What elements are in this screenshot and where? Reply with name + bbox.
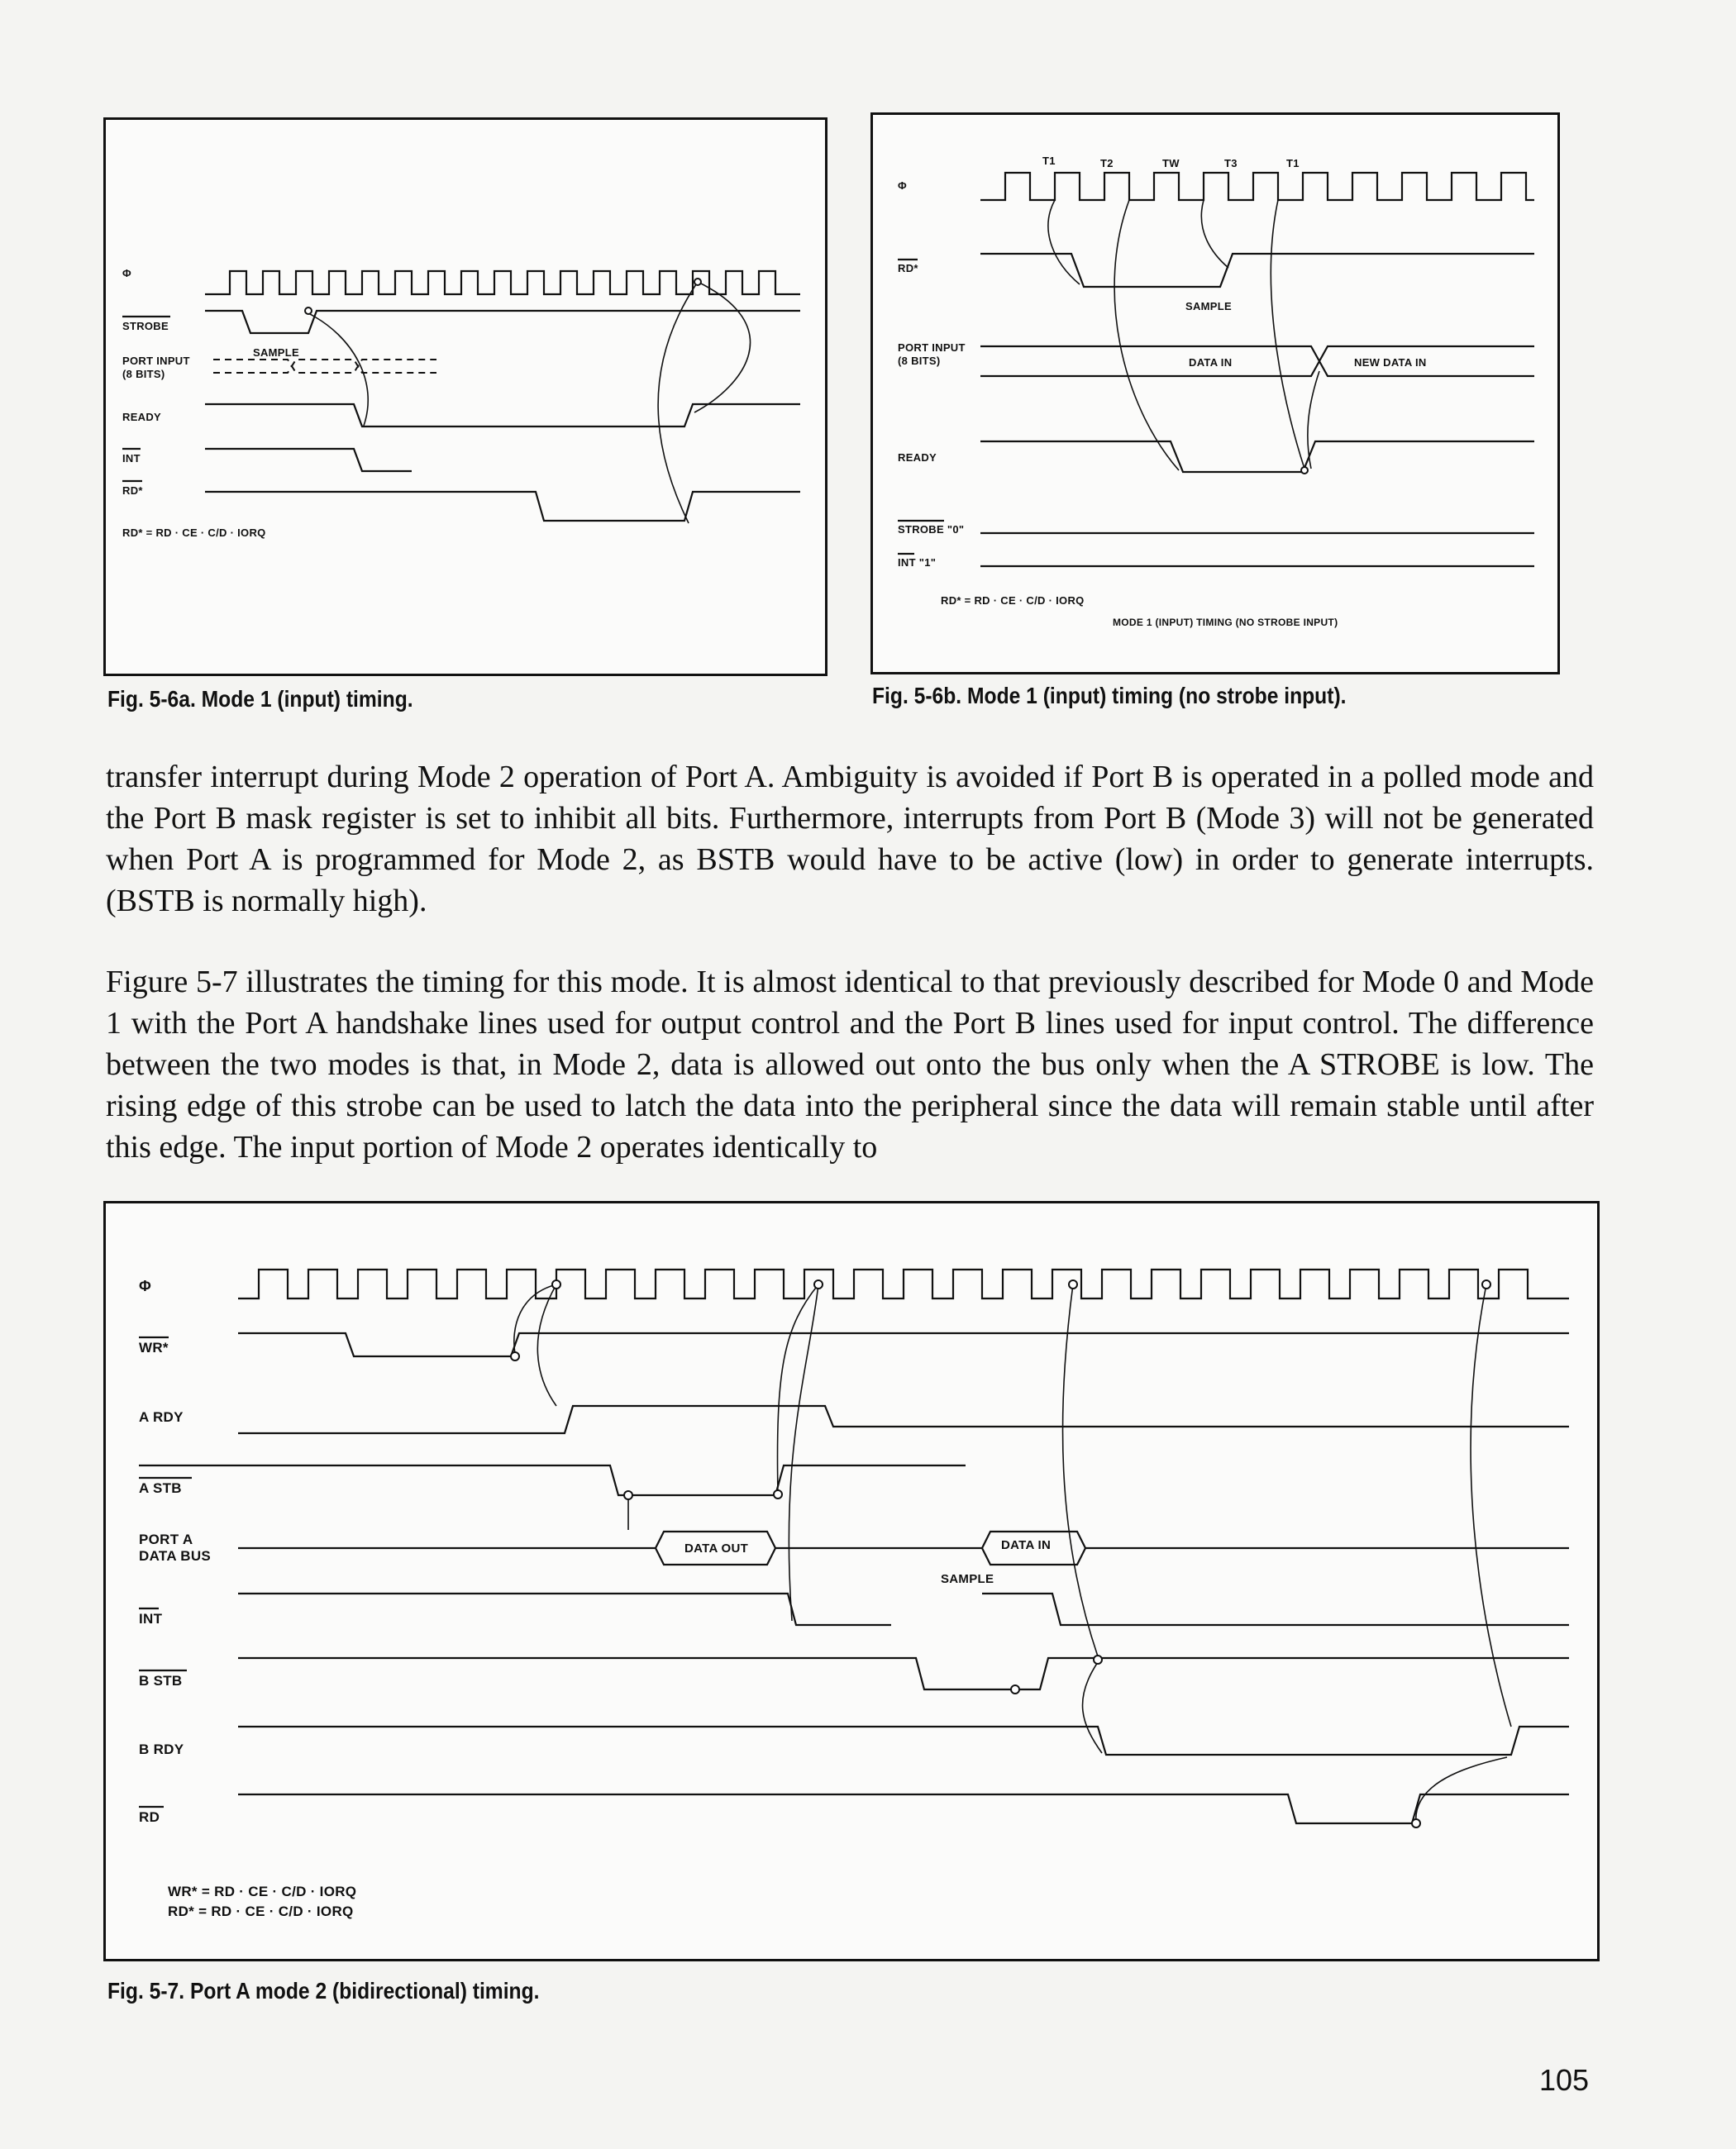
port-a-waveform: [238, 1532, 1569, 1565]
a-rdy-waveform: [238, 1406, 1569, 1433]
clock-label-t3: T3: [1224, 157, 1238, 169]
clock-waveform: [980, 173, 1534, 200]
int-waveform: [205, 449, 412, 471]
b-stb-waveform: [238, 1658, 1569, 1689]
port-a-label-2: DATA BUS: [139, 1548, 212, 1564]
equation-1: WR* = RD · CE · C/D · IORQ: [168, 1884, 357, 1899]
int-waveform: [238, 1594, 1569, 1625]
figure-5-6a-diagram: [106, 120, 830, 679]
strobe-waveform: [205, 311, 800, 333]
phi-label: Φ: [139, 1278, 151, 1294]
data-out-label: DATA OUT: [684, 1541, 749, 1556]
data-in-label: DATA IN: [1189, 356, 1233, 369]
clock-label-tw: TW: [1162, 157, 1180, 169]
strobe-label: STROBE: [122, 320, 169, 332]
int-label: INT: [122, 452, 141, 465]
equation-label: RD* = RD · CE · C/D · IORQ: [941, 594, 1085, 607]
ready-label: READY: [122, 411, 162, 423]
port-a-label-1: PORT A: [139, 1532, 193, 1547]
port-input-label-2: (8 BITS): [898, 355, 941, 367]
strobe-label: STROBE "0": [898, 523, 965, 536]
int-label: INT "1": [898, 556, 937, 569]
figure-5-7: [103, 1201, 1600, 1961]
equation-label: RD* = RD · CE · C/D · IORQ: [122, 527, 266, 539]
figure-5-6b: [870, 112, 1560, 674]
rd-waveform: [205, 492, 800, 521]
figure-5-6a: [103, 117, 827, 676]
figure-5-7-diagram: [106, 1203, 1602, 1964]
sample-label: SAMPLE: [253, 346, 299, 359]
port-input-label-2: (8 BITS): [122, 368, 165, 380]
rd-waveform: [238, 1794, 1569, 1823]
body-paragraph-1: transfer interrupt during Mode 2 operation of Port A. Ambiguity is avoided if Port B is operated in a polled mode and the Port B mask register is set to inhibit all bits. Furthermore, interrupts from Port B (Mode 3) will not be generated when Port A is programmed for Mode 2, as BSTB would have to be active (low) in order to generate interrupts. (BSTB is normally high).: [106, 760, 1594, 918]
sample-label: SAMPLE: [1185, 300, 1232, 312]
clock-waveform: [205, 271, 800, 294]
figure-5-6a-caption: Fig. 5-6a. Mode 1 (input) timing.: [107, 686, 413, 712]
port-input-waveform: [980, 346, 1534, 376]
equation-2: RD* = RD · CE · C/D · IORQ: [168, 1904, 354, 1919]
b-stb-label: B STB: [139, 1673, 183, 1689]
port-input-label-1: PORT INPUT: [898, 341, 966, 354]
clock-label-t2: T2: [1100, 157, 1114, 169]
sample-label: SAMPLE: [941, 1572, 994, 1586]
wr-waveform: [238, 1333, 1569, 1356]
clock-label-t1: T1: [1042, 155, 1056, 167]
a-stb-waveform: [139, 1465, 966, 1495]
phi-label: Φ: [898, 179, 907, 192]
figure-5-6b-caption: Fig. 5-6b. Mode 1 (input) timing (no strobe input).: [872, 683, 1347, 708]
phi-label: Φ: [122, 267, 131, 279]
clock-waveform: [238, 1270, 1569, 1298]
rd-label: RD*: [122, 484, 143, 497]
timing-arrows: [1048, 200, 1319, 470]
clock-label-t1-2: T1: [1286, 157, 1300, 169]
port-input-label-1: PORT INPUT: [122, 355, 190, 367]
wr-label: WR*: [139, 1340, 169, 1356]
data-in-label: DATA IN: [1001, 1538, 1052, 1552]
b-rdy-waveform: [238, 1727, 1569, 1755]
ready-label: READY: [898, 451, 937, 464]
figure-5-7-caption: Fig. 5-7. Port A mode 2 (bidirectional) timing.: [107, 1978, 540, 2004]
timing-arrows: [308, 282, 751, 523]
a-stb-label: A STB: [139, 1480, 182, 1496]
timing-arrows: [514, 1284, 1511, 1823]
int-label: INT: [139, 1611, 163, 1627]
a-rdy-label: A RDY: [139, 1409, 184, 1425]
new-data-in-label: NEW DATA IN: [1354, 356, 1427, 369]
page-number: 105: [1539, 2063, 1590, 2097]
inner-title: MODE 1 (INPUT) TIMING (NO STROBE INPUT): [1113, 617, 1338, 628]
body-paragraph-2: Figure 5-7 illustrates the timing for this mode. It is almost identical to that previously described for Mode 0 and Mode 1 with the Port A handshake lines used for output control and the Port B lines used for input control. The difference between the two modes is that, in Mode 2, data is allowed out onto the bus only when the A STROBE is low. The rising edge of this strobe can be used to latch the data into the peripheral since the data will remain stable until after this edge. The input portion of Mode 2 operates identically to: [106, 965, 1594, 1165]
port-input-waveform: [213, 360, 436, 373]
ready-waveform: [205, 404, 800, 426]
b-rdy-label: B RDY: [139, 1742, 184, 1757]
rd-label: RD*: [898, 262, 918, 274]
ready-waveform: [980, 441, 1534, 472]
rd-label: RD: [139, 1809, 160, 1825]
figure-5-6b-diagram: [873, 115, 1562, 677]
rd-waveform: [980, 254, 1534, 287]
